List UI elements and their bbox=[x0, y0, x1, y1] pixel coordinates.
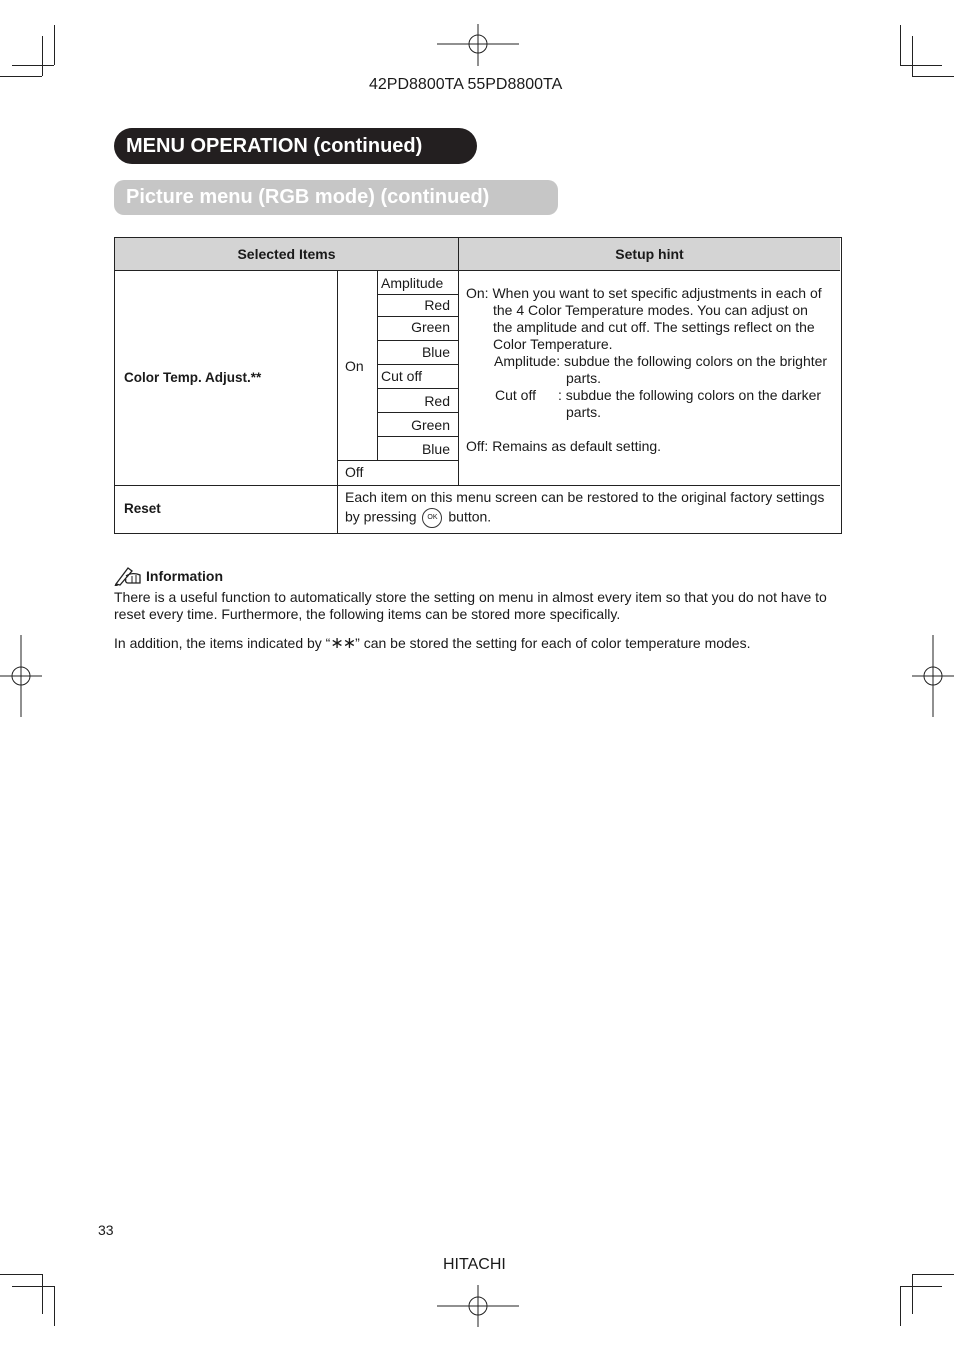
divider bbox=[337, 270, 338, 534]
ok-button-icon: OK bbox=[422, 508, 442, 528]
divider bbox=[337, 460, 458, 461]
hint-cutoff: parts. bbox=[566, 404, 602, 420]
divider bbox=[115, 485, 840, 486]
divider bbox=[377, 340, 458, 341]
crop-mark bbox=[0, 76, 42, 77]
crop-mark bbox=[912, 76, 954, 77]
option-off: Off bbox=[345, 464, 364, 480]
sub-item-red: Red bbox=[424, 393, 450, 409]
divider bbox=[377, 294, 458, 295]
info-text: In addition, the items indicated by “ bbox=[114, 635, 331, 651]
crop-mark bbox=[900, 1286, 901, 1326]
hint-off: Off: Remains as default setting. bbox=[466, 438, 662, 454]
hint-on-line: On: When you want to set specific adjustments in each of bbox=[466, 285, 822, 301]
registration-mark-icon bbox=[0, 635, 42, 717]
column-header-hint: Setup hint bbox=[615, 246, 684, 262]
hint-amplitude: Amplitude: subdue the following colors on the brighter bbox=[494, 353, 828, 369]
crop-mark bbox=[912, 36, 913, 76]
info-paragraph: reset every time. Furthermore, the following items can be stored more specifically. bbox=[114, 606, 621, 622]
crop-mark bbox=[900, 25, 901, 65]
divider bbox=[458, 238, 459, 485]
hint-reset bbox=[345, 508, 491, 528]
sub-item-blue: Blue bbox=[421, 344, 450, 360]
item-color-temp: Color Temp. Adjust.** bbox=[124, 370, 262, 385]
sub-item-red: Red bbox=[424, 297, 450, 313]
info-paragraph: There is a useful function to automatically store the setting on menu in almost every item so that you do not have to bbox=[114, 589, 827, 605]
hint-amplitude: parts. bbox=[566, 370, 602, 386]
column-header-selected: Selected Items bbox=[237, 246, 336, 262]
info-text: ” can be stored the setting for each of color temperature modes. bbox=[355, 635, 751, 651]
hint-cutoff-label: Cut off bbox=[495, 387, 536, 403]
crop-mark bbox=[12, 1286, 54, 1287]
divider bbox=[377, 436, 458, 437]
sub-item-cutoff: Cut off bbox=[381, 368, 422, 384]
section-title: MENU OPERATION (continued) bbox=[114, 128, 477, 164]
crop-mark bbox=[0, 1274, 42, 1275]
pencil-hand-icon bbox=[114, 564, 144, 586]
sub-item-blue: Blue bbox=[421, 441, 450, 457]
crop-mark bbox=[912, 1274, 913, 1314]
page-number: 33 bbox=[98, 1222, 114, 1238]
divider bbox=[115, 270, 840, 271]
divider bbox=[377, 388, 458, 389]
hint-reset-text: button. bbox=[448, 508, 492, 525]
information-label: Information bbox=[146, 568, 223, 584]
hint-on-line: the amplitude and cut off. The settings reflect on the bbox=[493, 319, 815, 335]
subsection-title: Picture menu (RGB mode) (continued) bbox=[114, 180, 558, 215]
hint-on-line: Color Temperature. bbox=[493, 336, 613, 352]
registration-mark-icon bbox=[437, 24, 519, 66]
hint-reset-text: by pressing bbox=[345, 508, 417, 525]
crop-mark bbox=[54, 25, 55, 65]
hint-on-line: the 4 Color Temperature modes. You can adjust on bbox=[493, 302, 808, 318]
hint-cutoff: : subdue the following colors on the darker bbox=[558, 387, 822, 403]
crop-mark bbox=[12, 65, 54, 66]
crop-mark bbox=[900, 65, 942, 66]
brand-name: HITACHI bbox=[443, 1256, 506, 1273]
registration-mark-icon bbox=[437, 1285, 519, 1327]
sub-item-green: Green bbox=[411, 417, 450, 433]
option-on: On bbox=[345, 358, 364, 374]
asterisk-icon: ∗∗ bbox=[330, 635, 356, 652]
registration-mark-icon bbox=[912, 635, 954, 717]
info-paragraph bbox=[114, 635, 750, 652]
hint-reset: Each item on this menu screen can be restored to the original factory settings bbox=[345, 489, 825, 505]
crop-mark bbox=[42, 36, 43, 76]
sub-item-amplitude: Amplitude bbox=[381, 275, 444, 291]
crop-mark bbox=[42, 1274, 43, 1314]
crop-mark bbox=[900, 1286, 942, 1287]
divider bbox=[377, 316, 458, 317]
divider bbox=[377, 364, 458, 365]
item-reset: Reset bbox=[124, 501, 161, 516]
settings-table bbox=[114, 237, 842, 534]
crop-mark bbox=[912, 1274, 954, 1275]
model-number: 42PD8800TA 55PD8800TA bbox=[369, 76, 563, 93]
divider bbox=[377, 412, 458, 413]
sub-item-green: Green bbox=[411, 319, 450, 335]
crop-mark bbox=[54, 1286, 55, 1326]
